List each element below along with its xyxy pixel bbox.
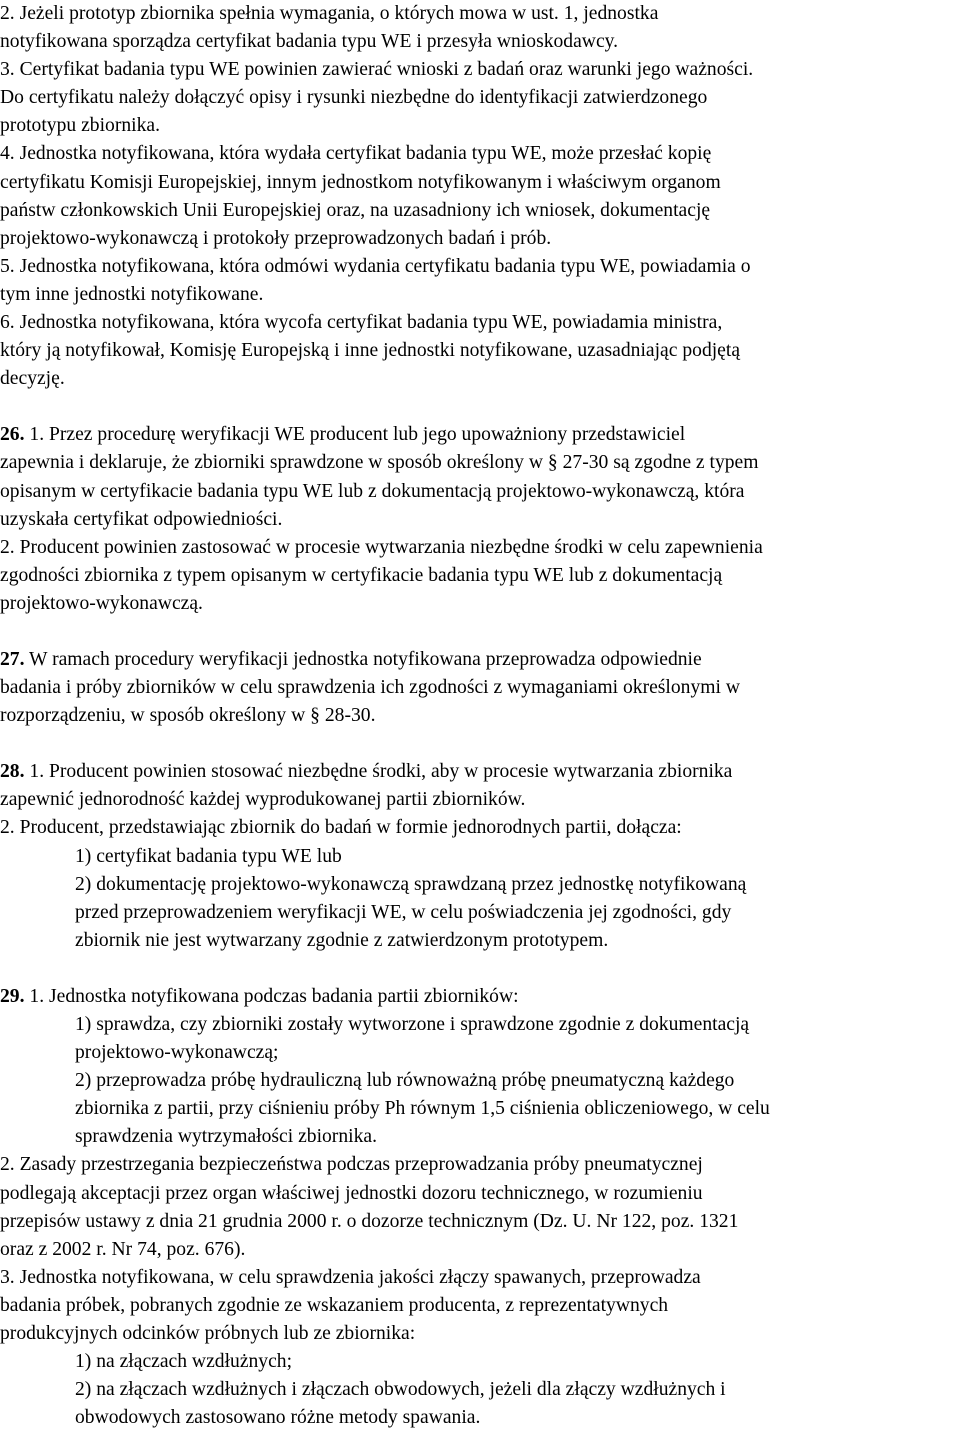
- text-line: projektowo-wykonawczą.: [0, 592, 203, 614]
- section-28-first-line: [0, 758, 952, 786]
- paragraph-ust-2: [0, 0, 952, 56]
- text-line: 2. Producent, przedstawiając zbiornik do badań w formie jednorodnych partii, dołącza:: [0, 817, 682, 839]
- text-line: przepisów ustawy z dnia 21 grudnia 2000 r. o dozorze technicznym (Dz. U. Nr 122, poz. 1321: [0, 1210, 739, 1232]
- paragraph-ust-6: [0, 309, 952, 393]
- list-item: zbiornika z partii, przy ciśnieniu próby Ph równym 1,5 ciśnienia obliczeniowego, w celu: [75, 1098, 770, 1120]
- text-line: 5. Jednostka notyfikowana, która odmówi wydania certyfikatu badania typu WE, powiadamia o: [0, 255, 751, 277]
- list-item: 1) sprawdza, czy zbiorniki zostały wytworzone i sprawdzone zgodnie z dokumentacją: [75, 1014, 750, 1035]
- section-27: [0, 646, 952, 730]
- section-text: 1. Przez procedurę weryfikacji WE producent lub jego upoważniony przedstawiciel: [24, 424, 686, 446]
- section-29: [0, 983, 952, 1433]
- text-line: decyzję.: [0, 368, 65, 390]
- section-26: [0, 421, 952, 618]
- paragraph-gap: [0, 393, 952, 421]
- section-text: W ramach procedury weryfikacji jednostka notyfikowana przeprowadza odpowiednie: [24, 648, 702, 670]
- list-item: przed przeprowadzeniem weryfikacji WE, w celu poświadczenia jej zgodności, gdy: [75, 901, 732, 923]
- section-text: 1. Jednostka notyfikowana podczas badania partii zbiorników:: [24, 985, 519, 1007]
- section-27-first-line: [0, 646, 952, 674]
- paragraph-ust-4: [0, 140, 952, 252]
- text-line: 3. Certyfikat badania typu WE powinien zawierać wnioski z badań oraz warunki jego ważności.: [0, 59, 754, 81]
- text-line: tym inne jednostki notyfikowane.: [0, 283, 264, 305]
- paragraph-gap: [0, 955, 952, 983]
- list-item: projektowo-wykonawczą;: [75, 1042, 279, 1064]
- section-number: 29.: [0, 985, 25, 1007]
- section-29-first-line: [0, 983, 952, 1011]
- text-line: 2. Producent powinien zastosować w procesie wytwarzania niezbędne środki w celu zapewnienia: [0, 536, 763, 558]
- section-26-first-line: [0, 421, 952, 449]
- paragraph-gap: [0, 730, 952, 758]
- list-item: obwodowych zastosowano różne metody spawania.: [75, 1407, 481, 1429]
- list-item: 2) dokumentację projektowo-wykonawczą sprawdzaną przez jednostkę notyfikowaną: [75, 873, 747, 895]
- list-item: zbiornik nie jest wytwarzany zgodnie z zatwierdzonym prototypem.: [75, 929, 609, 951]
- list-item: 1) na złączach wzdłużnych;: [75, 1351, 293, 1373]
- text-line: Do certyfikatu należy dołączyć opisy i rysunki niezbędne do identyfikacji zatwierdzonego: [0, 87, 708, 109]
- text-line: 4. Jednostka notyfikowana, która wydała certyfikat badania typu WE, może przesłać kopię: [0, 143, 712, 165]
- text-line: uzyskała certyfikat odpowiedniości.: [0, 508, 283, 530]
- paragraph-gap: [0, 618, 952, 646]
- text-line: oraz z 2002 r. Nr 74, poz. 676).: [0, 1238, 246, 1260]
- list-item: 2) przeprowadza próbę hydrauliczną lub równoważną próbę pneumatyczną każdego: [75, 1070, 735, 1092]
- list-item: sprawdzenia wytrzymałości zbiornika.: [75, 1126, 377, 1148]
- text-line: badania próbek, pobranych zgodnie ze wskazaniem producenta, z reprezentatywnych: [0, 1294, 669, 1316]
- text-line: opisanym w certyfikacie badania typu WE lub z dokumentacją projektowo-wykonawczą, która: [0, 480, 745, 502]
- text-line: zapewnia i deklaruje, że zbiorniki sprawdzone w sposób określony w § 27-30 są zgodne z typem: [0, 452, 759, 474]
- section-number: 26.: [0, 424, 25, 446]
- paragraph-ust-3: [0, 56, 952, 140]
- text-line: produkcyjnych odcinków próbnych lub ze zbiornika:: [0, 1323, 416, 1345]
- text-line: państw członkowskich Unii Europejskiej oraz, na uzasadniony ich wniosek, dokumentację: [0, 199, 711, 221]
- text-line: prototypu zbiornika.: [0, 115, 160, 137]
- text-line: projektowo-wykonawczą i protokoły przeprowadzonych badań i prób.: [0, 227, 552, 249]
- text-line: certyfikatu Komisji Europejskiej, innym jednostkom notyfikowanym i właściwym organom: [0, 171, 721, 193]
- list-item: 1) certyfikat badania typu WE lub: [75, 845, 342, 867]
- text-line: 2. Jeżeli prototyp zbiornika spełnia wymagania, o których mowa w ust. 1, jednostka: [0, 3, 659, 24]
- text-line: 6. Jednostka notyfikowana, która wycofa certyfikat badania typu WE, powiadamia ministra,: [0, 312, 723, 334]
- text-line: rozporządzeniu, w sposób określony w § 28-30.: [0, 705, 376, 727]
- list-item: 2) na złączach wzdłużnych i złączach obwodowych, jeżeli dla złączy wzdłużnych i: [75, 1379, 726, 1401]
- paragraph-ust-5: [0, 253, 952, 309]
- text-line: zapewnić jednorodność każdej wyprodukowanej partii zbiorników.: [0, 789, 526, 811]
- text-line: 3. Jednostka notyfikowana, w celu sprawdzenia jakości złączy spawanych, przeprowadza: [0, 1266, 701, 1288]
- section-number: 28.: [0, 761, 25, 783]
- section-number: 27.: [0, 648, 25, 670]
- text-line: zgodności zbiornika z typem opisanym w certyfikacie badania typu WE lub z dokumentacją: [0, 564, 723, 586]
- text-line: 2. Zasady przestrzegania bezpieczeństwa podczas przeprowadzania próby pneumatycznej: [0, 1154, 703, 1176]
- text-line: podlegają akceptacji przez organ właściwej jednostki dozoru technicznego, w rozumieniu: [0, 1182, 703, 1204]
- section-28: [0, 758, 952, 955]
- text-line: który ją notyfikował, Komisję Europejską i inne jednostki notyfikowane, uzasadniając podjętą: [0, 340, 741, 362]
- text-line: notyfikowana sporządza certyfikat badania typu WE i przesyła wnioskodawcy.: [0, 31, 619, 53]
- section-text: 1. Producent powinien stosować niezbędne środki, aby w procesie wytwarzania zbiornika: [24, 761, 733, 783]
- text-line: badania i próby zbiorników w celu sprawdzenia ich zgodności z wymaganiami określonymi w: [0, 677, 740, 699]
